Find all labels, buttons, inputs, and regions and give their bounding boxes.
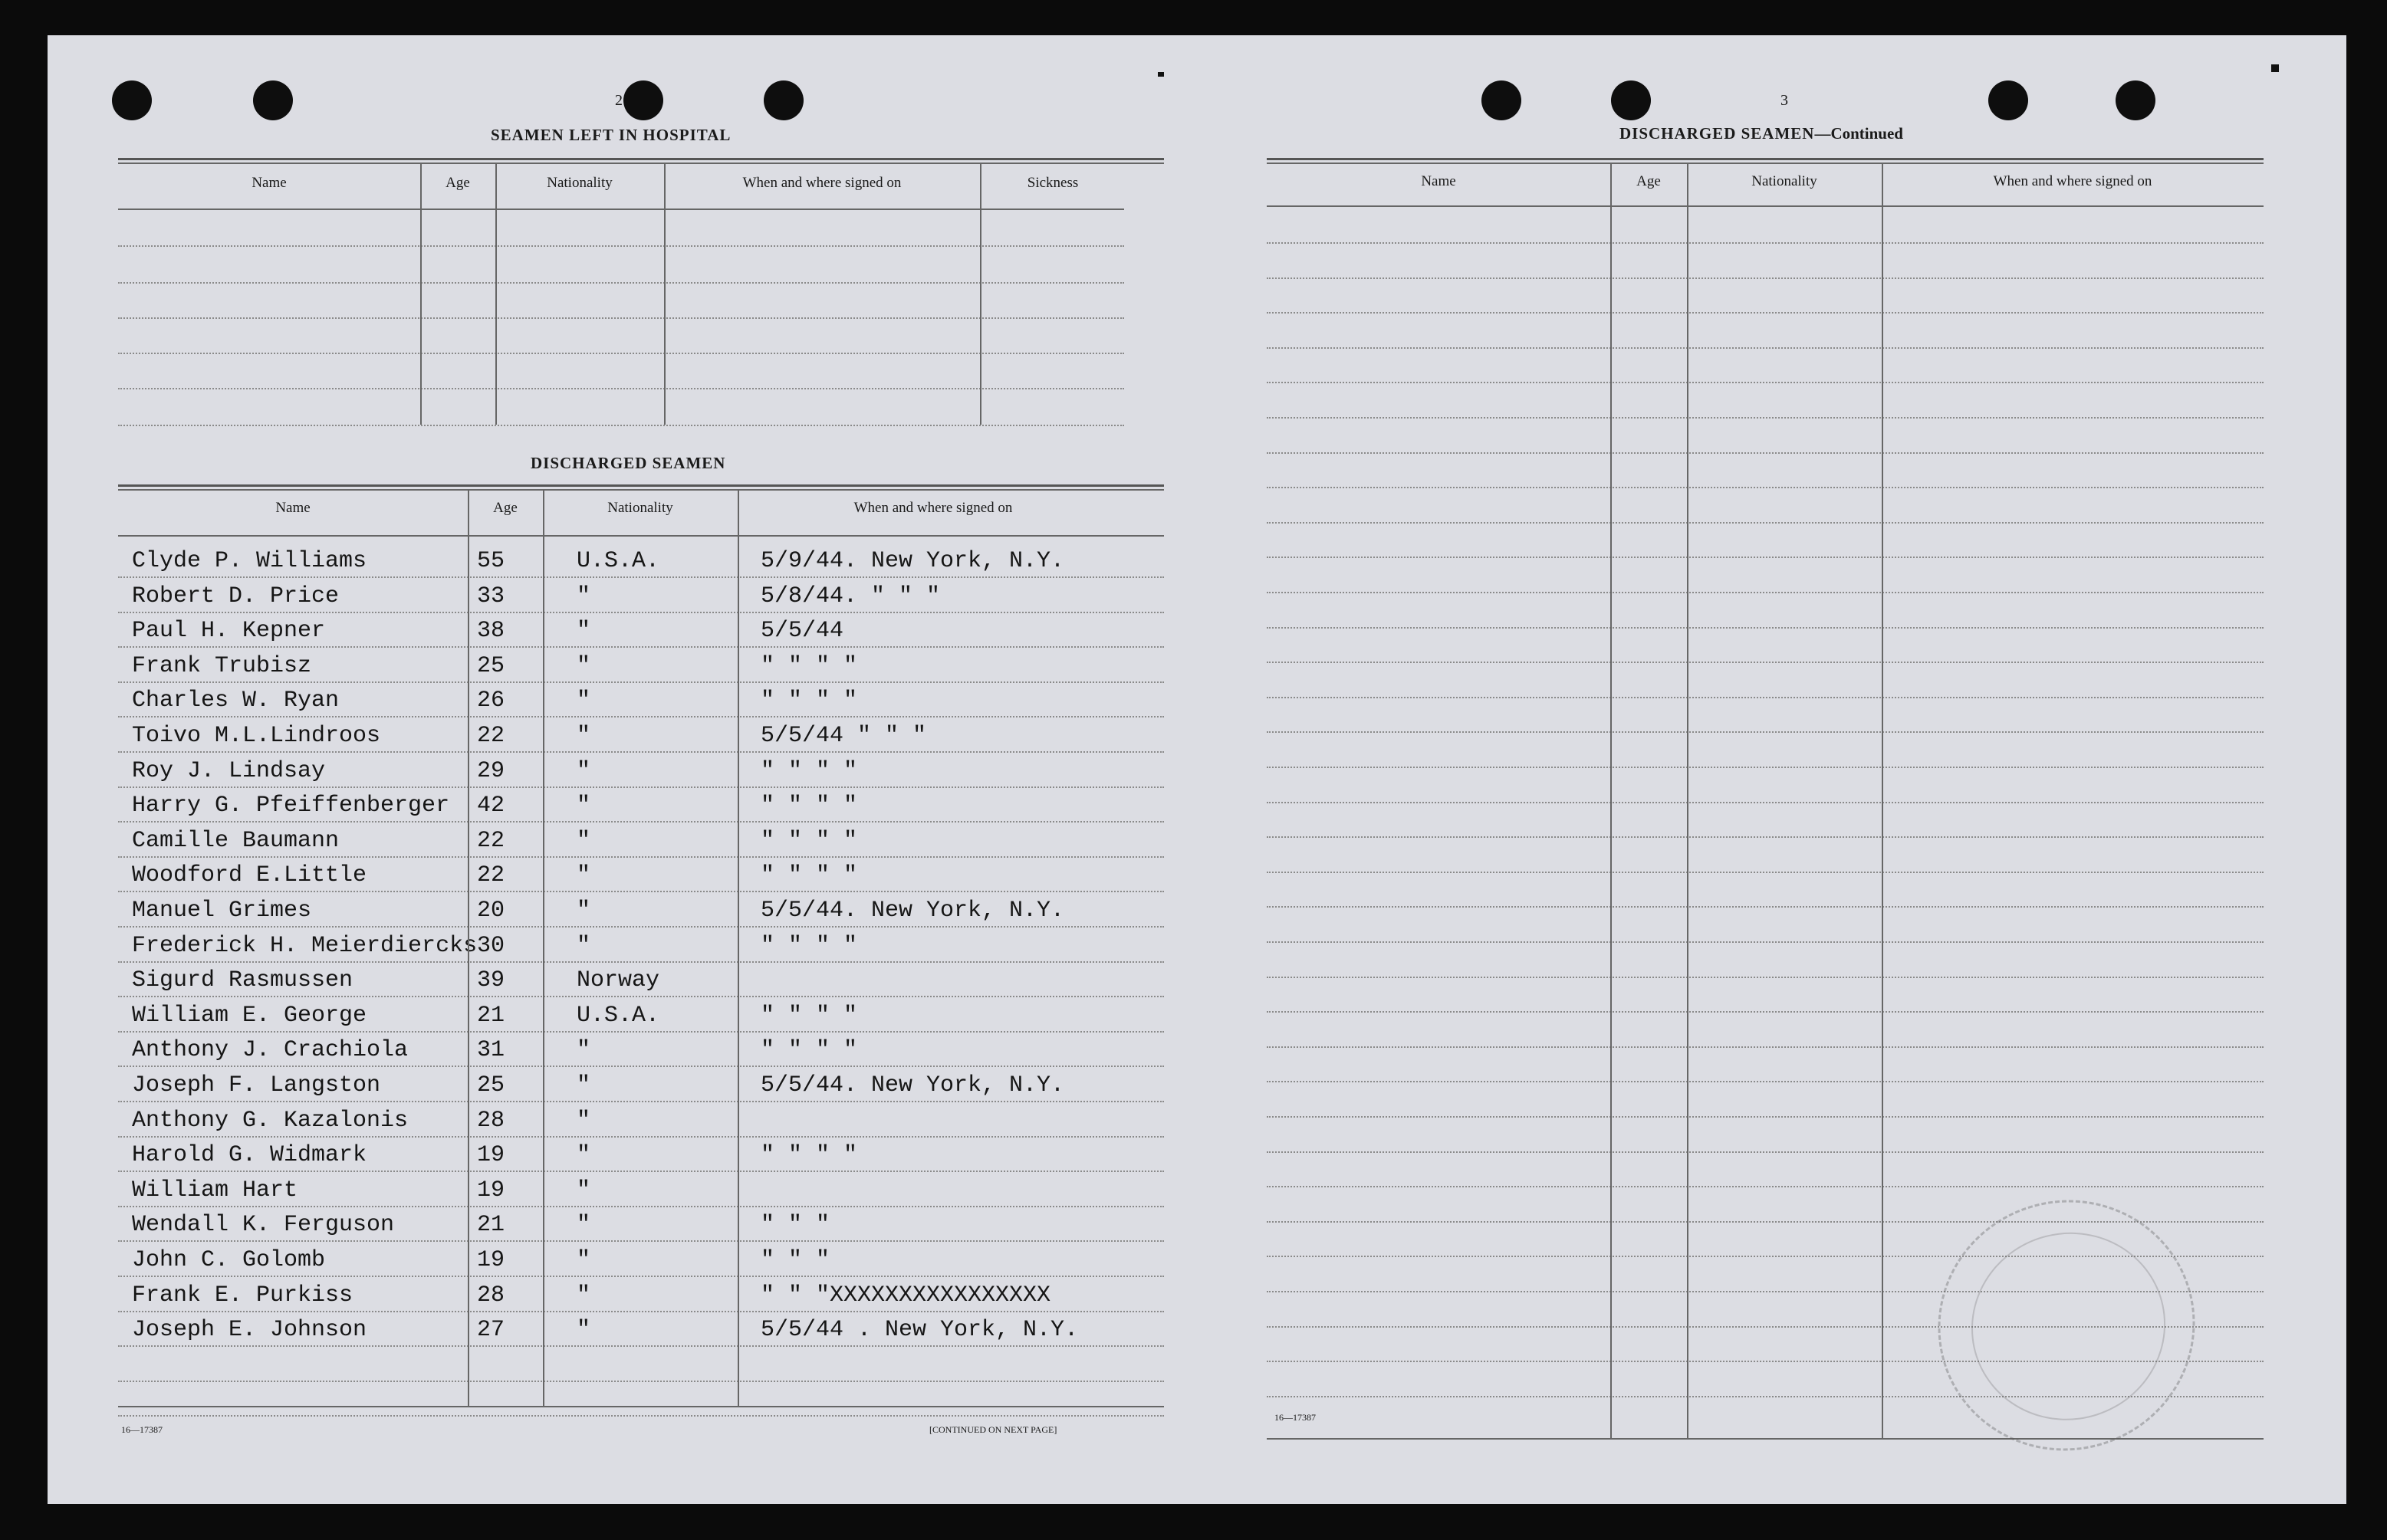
discharged-bottom-rule — [118, 1406, 1164, 1407]
discharged-continued-title-text: DISCHARGED SEAMEN — [1619, 124, 1815, 143]
seaman-signed-on: " " " " — [761, 758, 858, 784]
stamp-inner-ring — [1947, 1207, 2190, 1446]
seaman-name: Joseph E. Johnson — [132, 1317, 367, 1343]
seaman-name: Camille Baumann — [132, 828, 340, 854]
seaman-signed-on: 5/9/44. New York, N.Y. — [761, 548, 1065, 574]
discharged-table-top-rule — [118, 484, 1164, 487]
seaman-nationality: " — [577, 1317, 591, 1343]
discharged-header-nationality: Nationality — [607, 500, 673, 516]
right-row-line — [1267, 836, 2264, 838]
right-row-line — [1267, 941, 2264, 943]
discharged-header-rule — [118, 535, 1164, 537]
seaman-signed-on: 5/5/44. New York, N.Y. — [761, 898, 1065, 924]
right-col-divider — [1687, 163, 1688, 1438]
seaman-name: Anthony J. Crachiola — [132, 1037, 409, 1063]
seaman-age: 21 — [477, 1003, 505, 1029]
right-row-line — [1267, 277, 2264, 279]
page-number: 2 — [615, 92, 623, 109]
seaman-signed-on: " " " " — [761, 828, 858, 854]
seaman-name: Roy J. Lindsay — [132, 758, 326, 784]
discharged-col-divider — [738, 489, 739, 1406]
right-table-top-rule-2 — [1267, 163, 2264, 164]
seaman-name: Clyde P. Williams — [132, 548, 367, 574]
discharged-continued-title — [1619, 124, 1903, 143]
seaman-age: 25 — [477, 653, 505, 679]
seaman-nationality: " — [577, 793, 591, 819]
seaman-age: 42 — [477, 793, 505, 819]
hospital-header-rule — [118, 209, 1124, 210]
hospital-header-age: Age — [446, 175, 470, 191]
seaman-nationality: " — [577, 1142, 591, 1168]
seaman-age: 22 — [477, 828, 505, 854]
seaman-age: 55 — [477, 548, 505, 574]
seaman-nationality: " — [577, 1212, 591, 1238]
discharged-row-line — [118, 926, 1164, 928]
right-row-line — [1267, 1046, 2264, 1048]
seaman-nationality: " — [577, 862, 591, 888]
discharged-row-line — [118, 961, 1164, 963]
seaman-age: 26 — [477, 688, 505, 714]
seaman-signed-on: 5/8/44. " " " — [761, 583, 941, 609]
hospital-row-line — [118, 245, 1124, 247]
right-row-line — [1267, 1011, 2264, 1013]
hospital-col-divider — [495, 163, 497, 425]
hospital-row-line — [118, 388, 1124, 389]
hospital-table-top-rule — [118, 158, 1164, 160]
right-row-line — [1267, 417, 2264, 419]
seaman-name: John C. Golomb — [132, 1247, 326, 1273]
right-row-line — [1267, 872, 2264, 873]
right-row-line — [1267, 1081, 2264, 1082]
discharged-row-line — [118, 1031, 1164, 1033]
seaman-signed-on: 5/5/44. New York, N.Y. — [761, 1072, 1065, 1098]
right-col-divider — [1882, 163, 1883, 1438]
seaman-signed-on: " " " " — [761, 1003, 858, 1029]
discharged-row-line — [118, 1136, 1164, 1138]
seaman-name: Frank Trubisz — [132, 653, 312, 679]
discharged-row-line — [118, 1101, 1164, 1102]
hospital-table-top-rule-2 — [118, 163, 1164, 164]
right-row-line — [1267, 242, 2264, 244]
discharged-row-line — [118, 1276, 1164, 1277]
right-row-line — [1267, 802, 2264, 803]
seaman-nationality: U.S.A. — [577, 1003, 660, 1029]
seaman-age: 29 — [477, 758, 505, 784]
seaman-name: Woodford E.Little — [132, 862, 367, 888]
discharged-row-line — [118, 1345, 1164, 1347]
seaman-nationality: " — [577, 1177, 591, 1203]
seaman-nationality: " — [577, 1247, 591, 1273]
right-col-divider — [1610, 163, 1612, 1438]
seaman-name: Harry G. Pfeiffenberger — [132, 793, 450, 819]
seaman-name: Manuel Grimes — [132, 898, 312, 924]
seaman-name: Sigurd Rasmussen — [132, 967, 353, 993]
right-row-line — [1267, 697, 2264, 698]
seaman-name: Anthony G. Kazalonis — [132, 1108, 409, 1134]
seaman-name: Paul H. Kepner — [132, 618, 326, 644]
seaman-nationality: " — [577, 583, 591, 609]
seaman-nationality: " — [577, 898, 591, 924]
seaman-nationality: " — [577, 1108, 591, 1134]
discharged-header-signed-on: When and where signed on — [853, 500, 1013, 516]
continued-suffix: —Continued — [1814, 124, 1903, 143]
seaman-signed-on: " " " — [761, 1247, 830, 1273]
hospital-row-line — [118, 425, 1124, 426]
right-header-rule — [1267, 205, 2264, 207]
seaman-nationality: Norway — [577, 967, 660, 993]
right-header-age: Age — [1636, 173, 1661, 189]
seaman-signed-on: " " " " — [761, 1037, 858, 1063]
seaman-signed-on: " " "XXXXXXXXXXXXXXXX — [761, 1282, 1051, 1309]
seaman-name: Frank E. Purkiss — [132, 1282, 353, 1309]
discharged-row-line — [118, 1171, 1164, 1172]
discharged-header-age: Age — [493, 500, 518, 516]
seaman-nationality: " — [577, 688, 591, 714]
hospital-row-line — [118, 317, 1124, 319]
right-row-line — [1267, 627, 2264, 629]
right-header-name: Name — [1421, 173, 1456, 189]
hospital-row-line — [118, 353, 1124, 354]
right-row-line — [1267, 1186, 2264, 1187]
seaman-age: 27 — [477, 1317, 505, 1343]
seaman-age: 19 — [477, 1142, 505, 1168]
seaman-name: Toivo M.L.Lindroos — [132, 723, 381, 749]
right-row-line — [1267, 487, 2264, 488]
seaman-name: Charles W. Ryan — [132, 688, 340, 714]
hospital-row-line — [118, 282, 1124, 284]
right-row-line — [1267, 1151, 2264, 1153]
discharged-row-line — [118, 1381, 1164, 1382]
discharged-row-line — [118, 786, 1164, 788]
seaman-signed-on: 5/5/44 " " " — [761, 723, 927, 749]
right-row-line — [1267, 767, 2264, 768]
seaman-signed-on: " " " " — [761, 1142, 858, 1168]
seaman-age: 30 — [477, 933, 505, 959]
seaman-age: 22 — [477, 723, 505, 749]
seaman-nationality: " — [577, 653, 591, 679]
discharged-row-line — [118, 1415, 1164, 1417]
right-row-line — [1267, 662, 2264, 663]
seaman-nationality: " — [577, 723, 591, 749]
right-row-line — [1267, 312, 2264, 314]
discharged-col-divider — [543, 489, 544, 1406]
seaman-signed-on: " " " " — [761, 933, 858, 959]
document-sheet — [48, 35, 2346, 1504]
seaman-nationality: " — [577, 933, 591, 959]
seaman-signed-on: " " " " — [761, 793, 858, 819]
seaman-age: 22 — [477, 862, 505, 888]
seaman-age: 20 — [477, 898, 505, 924]
hospital-section-title: SEAMEN LEFT IN HOSPITAL — [491, 126, 732, 144]
right-row-line — [1267, 452, 2264, 454]
seaman-name: Wendall K. Ferguson — [132, 1212, 395, 1238]
discharged-row-line — [118, 891, 1164, 892]
discharged-row-line — [118, 576, 1164, 578]
seaman-signed-on: " " " " — [761, 653, 858, 679]
right-row-line — [1267, 522, 2264, 524]
discharged-row-line — [118, 1066, 1164, 1067]
seaman-age: 38 — [477, 618, 505, 644]
discharged-row-line — [118, 681, 1164, 683]
seaman-nationality: " — [577, 1037, 591, 1063]
seaman-nationality: " — [577, 758, 591, 784]
right-row-line — [1267, 977, 2264, 978]
seaman-signed-on: 5/5/44 . New York, N.Y. — [761, 1317, 1079, 1343]
seaman-nationality: " — [577, 1072, 591, 1098]
hospital-header-nationality: Nationality — [547, 175, 613, 191]
discharged-row-line — [118, 1311, 1164, 1312]
discharged-row-line — [118, 1206, 1164, 1207]
discharged-row-line — [118, 646, 1164, 648]
seaman-age: 28 — [477, 1108, 505, 1134]
hospital-header-signed-on: When and where signed on — [742, 175, 902, 191]
discharged-row-line — [118, 751, 1164, 753]
seaman-signed-on: 5/5/44 — [761, 618, 844, 644]
right-row-line — [1267, 382, 2264, 383]
seaman-nationality: " — [577, 618, 591, 644]
seaman-age: 39 — [477, 967, 505, 993]
right-header-nationality: Nationality — [1751, 173, 1817, 189]
seaman-name: William E. George — [132, 1003, 367, 1029]
discharged-col-divider — [468, 489, 469, 1406]
page-number: 3 — [1780, 92, 1788, 109]
seaman-age: 19 — [477, 1247, 505, 1273]
seaman-name: William Hart — [132, 1177, 298, 1203]
seaman-nationality: U.S.A. — [577, 548, 660, 574]
right-row-line — [1267, 1116, 2264, 1118]
continued-note: [CONTINUED ON NEXT PAGE] — [929, 1424, 1057, 1435]
seaman-age: 25 — [477, 1072, 505, 1098]
right-table-top-rule — [1267, 158, 2264, 160]
seaman-name: Harold G. Widmark — [132, 1142, 367, 1168]
right-row-line — [1267, 557, 2264, 558]
hospital-col-divider — [980, 163, 981, 425]
seaman-age: 21 — [477, 1212, 505, 1238]
discharged-row-line — [118, 821, 1164, 823]
seaman-age: 31 — [477, 1037, 505, 1063]
form-number: 16—17387 — [1274, 1412, 1316, 1423]
hospital-col-divider — [420, 163, 422, 425]
hospital-col-divider — [664, 163, 666, 425]
discharged-row-line — [118, 996, 1164, 997]
discharged-row-line — [118, 856, 1164, 858]
right-row-line — [1267, 731, 2264, 733]
discharged-row-line — [118, 1240, 1164, 1242]
seaman-age: 19 — [477, 1177, 505, 1203]
discharged-row-line — [118, 716, 1164, 717]
right-row-line — [1267, 592, 2264, 593]
left-page — [48, 35, 1182, 1504]
discharged-table-top-rule-2 — [118, 489, 1164, 491]
seaman-nationality: " — [577, 1282, 591, 1309]
seaman-signed-on: " " " " — [761, 688, 858, 714]
right-row-line — [1267, 347, 2264, 349]
form-number: 16—17387 — [121, 1424, 163, 1435]
seaman-name: Frederick H. Meierdiercks — [132, 933, 478, 959]
seaman-name: Robert D. Price — [132, 583, 340, 609]
seaman-signed-on: " " " — [761, 1212, 830, 1238]
seaman-age: 33 — [477, 583, 505, 609]
seaman-nationality: " — [577, 828, 591, 854]
hospital-header-name: Name — [252, 175, 287, 191]
hospital-header-sickness: Sickness — [1027, 175, 1079, 191]
seaman-age: 28 — [477, 1282, 505, 1309]
discharged-row-line — [118, 612, 1164, 613]
seaman-signed-on: " " " " — [761, 862, 858, 888]
discharged-section-title: DISCHARGED SEAMEN — [531, 454, 726, 472]
discharged-header-name: Name — [275, 500, 311, 516]
seaman-name: Joseph F. Langston — [132, 1072, 381, 1098]
right-row-line — [1267, 906, 2264, 908]
right-header-signed-on: When and where signed on — [1993, 173, 2152, 189]
